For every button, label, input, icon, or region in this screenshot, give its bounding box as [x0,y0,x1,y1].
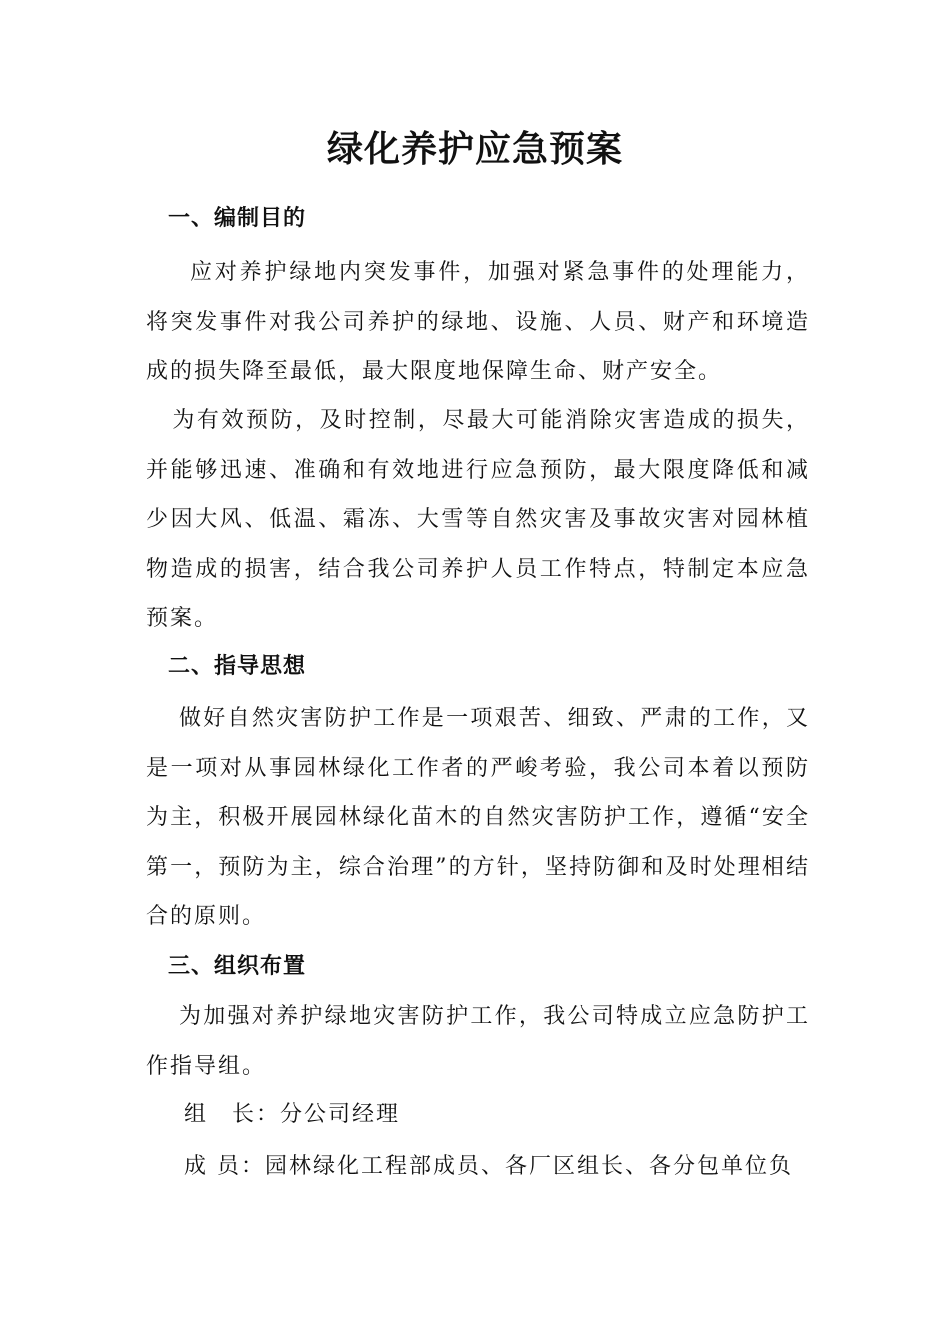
paragraph-purpose-1: 应对养护绿地内突发事件，加强对紧急事件的处理能力，将突发事件对我公司养护的绿地、设施、人员、财产和环境造成的损失降至最低，最大限度地保障生命、财产安全。 [146,260,810,384]
section-heading-organization: 三、组织布置 [168,954,307,979]
section-heading-purpose: 一、编制目的 [168,206,307,231]
line-team-leader: 组 长：分公司经理 [184,1102,401,1127]
paragraph-purpose-2: 为有效预防，及时控制，尽最大可能消除灾害造成的损失，并能够迅速、准确和有效地进行应急预防，最大限度降低和减少因大风、低温、霜冻、大雪等自然灾害及事故灾害对园林植物造成的损害，结合我公司养护人员工作特点，特制定本应急预案。 [146,408,810,631]
document-title: 绿化养护应急预案 [326,128,623,170]
paragraph-organization: 为加强对养护绿地灾害防护工作，我公司特成立应急防护工作指导组。 [146,1004,810,1079]
section-heading-guiding-principle: 二、指导思想 [168,654,307,679]
line-team-members: 成 员：园林绿化工程部成员、各厂区组长、各分包单位负 [184,1154,793,1179]
paragraph-guiding-principle: 做好自然灾害防护工作是一项艰苦、细致、严肃的工作，又是一项对从事园林绿化工作者的严峻考验，我公司本着以预防为主，积极开展园林绿化苗木的自然灾害防护工作，遵循“安全第一，预防为主，综合治理”的方针，坚持防御和及时处理相结合的原则。 [146,706,810,929]
